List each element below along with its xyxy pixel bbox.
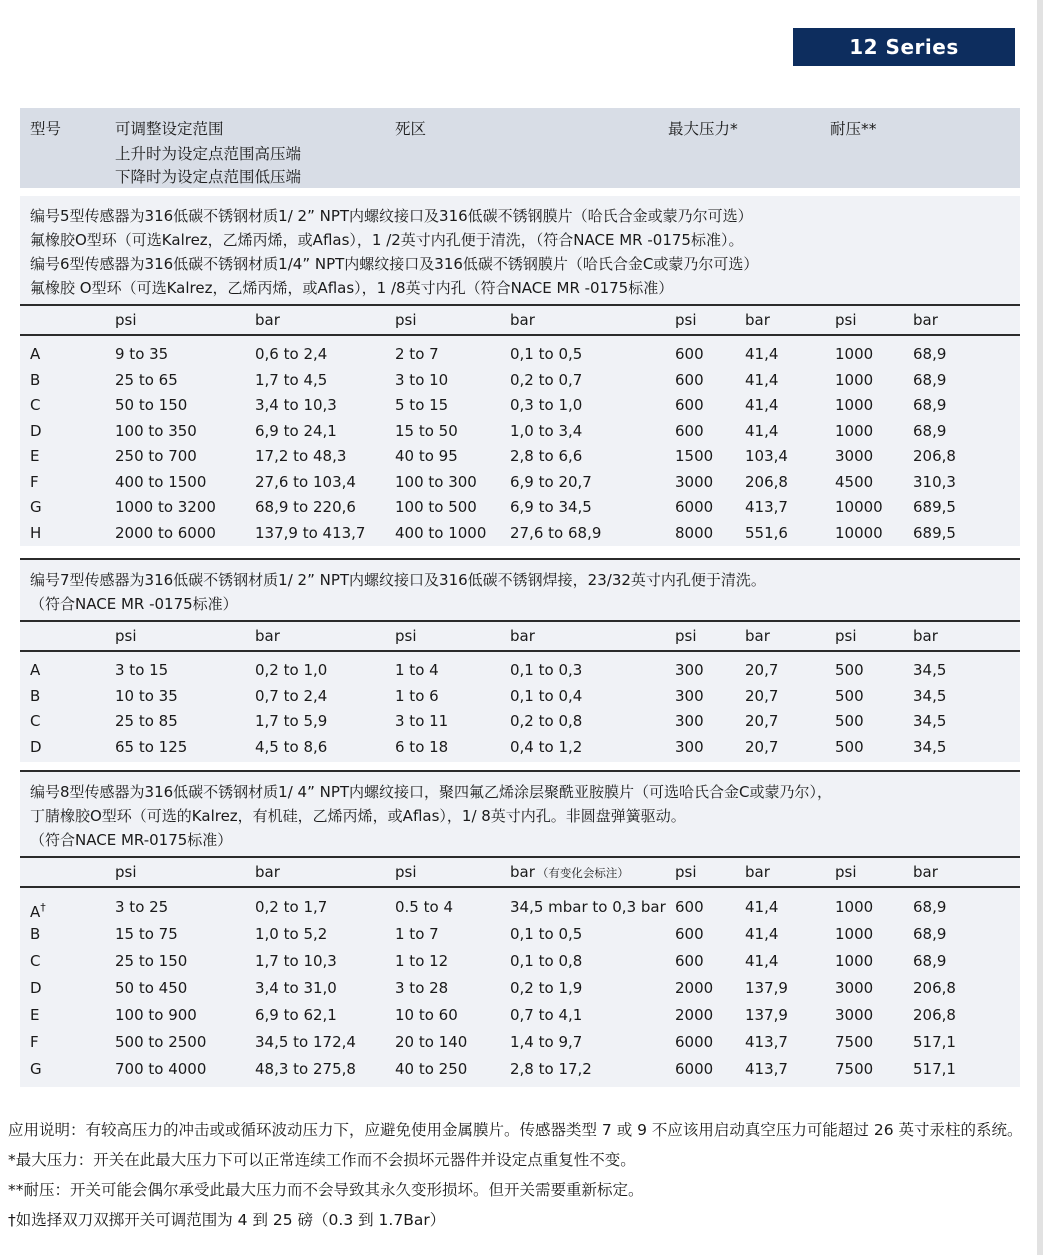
spec-value: 0,3 to 1,0 [510, 396, 583, 414]
spec-value: 3,4 to 10,3 [255, 396, 337, 414]
spec-value: 3 to 25 [115, 898, 169, 916]
model-code [30, 368, 115, 394]
footnote-line: †如选择双刀双掷开关可调范围为 4 到 25 磅（0.3 到 1.7Bar） [8, 1211, 446, 1229]
spec-value: 1000 [835, 421, 874, 440]
header-adjustable-range: 可调整设定范围 [115, 120, 224, 138]
unit-header-row [20, 622, 1020, 650]
unit-label: bar [745, 627, 770, 645]
unit-label: psi [115, 863, 137, 881]
spec-value: 6,9 to 20,7 [510, 472, 592, 491]
unit-label: psi [395, 863, 417, 881]
spec-value: 68,9 [913, 396, 947, 414]
spec-value: 1 to 7 [395, 925, 439, 943]
spec-value: 100 to 500 [395, 498, 477, 516]
model-code-letter: D [30, 737, 42, 756]
spec-value: 5 to 15 [395, 396, 449, 414]
unit-header-row [20, 306, 1020, 334]
spec-value: 1,4 to 9,7 [510, 1033, 583, 1051]
header-deadband: 死区 [395, 120, 427, 138]
header-max-pressure: 最大压力* [668, 120, 738, 138]
table-row [20, 342, 1020, 368]
spec-value: 551,6 [745, 523, 788, 542]
unit-label: bar [510, 863, 535, 881]
unit-label: bar [913, 627, 938, 645]
spec-value: 40 to 95 [395, 447, 458, 465]
spec-value: 1,7 to 5,9 [255, 712, 328, 730]
spec-value: 9 to 35 [115, 345, 169, 363]
table-row [20, 495, 1020, 521]
model-code [30, 658, 115, 684]
spec-value: 0,2 to 0,8 [510, 712, 583, 730]
model-code-letter: B [30, 686, 41, 705]
table-row [20, 393, 1020, 419]
unit-label: bar [255, 311, 280, 329]
spec-value: 10000 [835, 523, 883, 542]
section-description-line: 氟橡胶 O型环（可选Kalrez，乙烯丙烯，或Aflas），1 /8英寸内孔（符合NACE MR -0175标准） [30, 279, 674, 297]
spec-value: 1000 [835, 345, 874, 363]
spec-value: 100 to 900 [115, 1006, 197, 1024]
divider [20, 650, 1020, 652]
spec-value: 34,5 [913, 712, 947, 730]
model-code-letter: A [30, 661, 41, 679]
unit-label: bar [745, 311, 770, 329]
model-code [30, 419, 115, 445]
spec-value: 41,4 [745, 345, 779, 363]
table-rows [20, 342, 1020, 546]
spec-value: 41,4 [745, 421, 779, 440]
spec-value: 68,9 [913, 898, 947, 916]
unit-label: bar [913, 311, 938, 329]
model-code-letter: G [30, 498, 42, 516]
spec-value: 1 to 6 [395, 686, 439, 705]
spec-value: 25 to 65 [115, 370, 178, 389]
model-code-letter: C [30, 952, 41, 970]
spec-value: 0,2 to 1,7 [255, 898, 328, 916]
spec-value: 1500 [675, 447, 714, 465]
spec-value: 10 to 60 [395, 1006, 458, 1024]
table-row [20, 735, 1020, 761]
footnote-line: *最大压力：开关在此最大压力下可以正常连续工作而不会损坏元器件并设定点重复性不变。 [8, 1151, 636, 1169]
model-code-letter: H [30, 523, 42, 542]
spec-value: 4500 [835, 472, 874, 491]
spec-value: 68,9 to 220,6 [255, 498, 356, 516]
spec-value: 3 to 15 [115, 661, 169, 679]
table-row [20, 684, 1020, 710]
spec-value: 25 to 85 [115, 712, 178, 730]
spec-value: 40 to 250 [395, 1060, 468, 1078]
spec-value: 689,5 [913, 498, 956, 516]
unit-header [675, 311, 745, 329]
unit-header [510, 627, 675, 645]
spec-value: 20,7 [745, 661, 779, 679]
spec-value: 65 to 125 [115, 737, 188, 756]
series-banner [793, 28, 1015, 66]
spec-value: 0,2 to 1,9 [510, 979, 583, 997]
spec-value: 600 [675, 396, 704, 414]
unit-header [115, 627, 255, 645]
table-header-band [20, 108, 1020, 188]
spec-value: 500 [835, 737, 864, 756]
model-code [30, 393, 115, 419]
spec-value: 6,9 to 24,1 [255, 421, 337, 440]
spec-value: 0,1 to 0,4 [510, 686, 583, 705]
table-rows [20, 658, 1020, 760]
spec-value: 3000 [835, 447, 874, 465]
unit-label: psi [675, 311, 697, 329]
spec-value: 20,7 [745, 686, 779, 705]
spec-value: 3000 [675, 472, 714, 491]
spec-value: 41,4 [745, 925, 779, 943]
model-code-letter: D [30, 421, 42, 440]
spec-value: 3 to 11 [395, 712, 449, 730]
spec-value: 206,8 [745, 472, 788, 491]
model-code [30, 948, 115, 975]
table-row [20, 894, 1020, 921]
spec-value: 3000 [835, 1006, 874, 1024]
spec-value: 1000 [835, 370, 874, 389]
spec-value: 10000 [835, 498, 883, 516]
spec-value: 300 [675, 712, 704, 730]
spec-value: 6,9 to 62,1 [255, 1006, 337, 1024]
unit-label: bar [745, 863, 770, 881]
section-description [20, 204, 1020, 300]
model-code-letter: E [30, 447, 40, 465]
section-description-line: 编号8型传感器为316低碳不锈钢材质1/ 4” NPT内螺纹接口，聚四氟乙烯涂层聚酰亚胺膜片（可选哈氏合金C或蒙乃尔）， [30, 783, 833, 801]
table-row [20, 444, 1020, 470]
spec-value: 600 [675, 952, 704, 970]
spec-value: 6,9 to 34,5 [510, 498, 592, 516]
model-code [30, 1002, 115, 1029]
model-code [30, 709, 115, 735]
spec-value: 600 [675, 345, 704, 363]
model-code [30, 1056, 115, 1083]
unit-header [913, 863, 1020, 881]
model-code-letter: A [30, 345, 41, 363]
spec-value: 413,7 [745, 498, 788, 516]
footnote-line: **耐压：开关可能会偶尔承受此最大压力而不会导致其永久变形损坏。但开关需要重新标定。 [8, 1181, 644, 1199]
spec-value: 68,9 [913, 952, 947, 970]
unit-label: psi [835, 311, 857, 329]
unit-header [835, 311, 913, 329]
divider [20, 334, 1020, 336]
unit-label: psi [675, 863, 697, 881]
table-row [20, 368, 1020, 394]
unit-label: psi [115, 311, 137, 329]
spec-value: 68,9 [913, 370, 947, 389]
model-code [30, 1029, 115, 1056]
model-code-letter: G [30, 1060, 42, 1078]
unit-header [835, 627, 913, 645]
table-row [20, 419, 1020, 445]
model-code-letter: C [30, 712, 41, 730]
model-code-letter: F [30, 1033, 39, 1051]
spec-value: 8000 [675, 523, 714, 542]
section-description-line: 编号5型传感器为316低碳不锈钢材质1/ 2” NPT内螺纹接口及316低碳不锈钢膜片（哈氏合金或蒙乃尔可选） [30, 207, 753, 225]
spec-value: 2,8 to 6,6 [510, 447, 583, 465]
spec-value: 20 to 140 [395, 1033, 468, 1051]
spec-value: 310,3 [913, 472, 956, 491]
unit-header [745, 311, 835, 329]
spec-value: 0,1 to 0,8 [510, 952, 583, 970]
spec-value: 137,9 [745, 979, 788, 997]
unit-label: psi [675, 627, 697, 645]
spec-value: 10 to 35 [115, 686, 178, 705]
spec-value: 2,8 to 17,2 [510, 1060, 592, 1078]
spec-value: 1,7 to 10,3 [255, 952, 337, 970]
spec-value: 600 [675, 421, 704, 440]
spec-value: 1,7 to 4,5 [255, 370, 328, 389]
spec-value: 250 to 700 [115, 447, 197, 465]
spec-value: 517,1 [913, 1033, 956, 1051]
spec-value: 2000 to 6000 [115, 523, 216, 542]
unit-label: psi [835, 627, 857, 645]
spec-value: 206,8 [913, 1006, 956, 1024]
unit-label: bar [255, 863, 280, 881]
unit-label: bar [913, 863, 938, 881]
spec-value: 20,7 [745, 712, 779, 730]
spec-value: 6000 [675, 1033, 714, 1051]
spec-value: 50 to 450 [115, 979, 188, 997]
header-range-rising-note: 上升时为设定点范围高压端 [115, 145, 302, 163]
spec-value: 1,0 to 5,2 [255, 925, 328, 943]
model-code [30, 975, 115, 1002]
spec-value: 137,9 [745, 1006, 788, 1024]
unit-note: （有变化会标注） [536, 866, 629, 880]
table-row [20, 521, 1020, 547]
spec-value: 300 [675, 737, 704, 756]
unit-label: psi [395, 311, 417, 329]
unit-header [115, 863, 255, 881]
spec-value: 600 [675, 898, 704, 916]
spec-value: 27,6 to 68,9 [510, 523, 602, 542]
model-code [30, 444, 115, 470]
unit-label: bar [510, 311, 535, 329]
spec-value: 517,1 [913, 1060, 956, 1078]
section-description [20, 780, 1020, 852]
spec-value: 6000 [675, 498, 714, 516]
section-description-line: 编号7型传感器为316低碳不锈钢材质1/ 2” NPT内螺纹接口及316低碳不锈钢焊接，23/32英寸内孔便于清洗。 [30, 571, 766, 589]
spec-value: 41,4 [745, 898, 779, 916]
unit-header [255, 627, 395, 645]
spec-value: 68,9 [913, 421, 947, 440]
spec-value: 20,7 [745, 737, 779, 756]
table-row [20, 948, 1020, 975]
spec-value: 34,5 [913, 737, 947, 756]
unit-header [745, 627, 835, 645]
table-row [20, 658, 1020, 684]
spec-value: 0,6 to 2,4 [255, 345, 328, 363]
spec-value: 206,8 [913, 447, 956, 465]
header-proof-pressure: 耐压** [830, 120, 877, 138]
model-code-letter: F [30, 472, 39, 491]
spec-value: 1000 [835, 925, 874, 943]
unit-label: bar [510, 627, 535, 645]
section-description-line: （符合NACE MR-0175标准） [30, 831, 233, 849]
spec-value: 100 to 300 [395, 472, 477, 491]
spec-value: 0,7 to 2,4 [255, 686, 328, 705]
spec-value: 6 to 18 [395, 737, 449, 756]
divider [20, 886, 1020, 888]
model-code-letter: E [30, 1006, 40, 1024]
spec-value: 1000 [835, 898, 874, 916]
unit-header [395, 627, 510, 645]
model-code-letter: C [30, 396, 41, 414]
spec-value: 7500 [835, 1033, 874, 1051]
spec-value: 1 to 12 [395, 952, 449, 970]
spec-value: 41,4 [745, 370, 779, 389]
spec-value: 34,5 [913, 686, 947, 705]
sensor-spec-panel [20, 196, 1020, 546]
spec-value: 17,2 to 48,3 [255, 447, 347, 465]
spec-value: 500 [835, 686, 864, 705]
section-description-line: 编号6型传感器为316低碳不锈钢材质1/4” NPT内螺纹接口及316低碳不锈钢膜片（哈氏合金C或蒙乃尔可选） [30, 255, 759, 273]
unit-header [745, 863, 835, 881]
vertical-scrollbar[interactable] [1037, 0, 1043, 1255]
spec-value: 0,7 to 4,1 [510, 1006, 583, 1024]
spec-value: 400 to 1500 [115, 472, 207, 491]
unit-label: psi [395, 627, 417, 645]
table-row [20, 709, 1020, 735]
unit-header [115, 311, 255, 329]
unit-header [675, 627, 745, 645]
model-code-letter: D [30, 979, 42, 997]
spec-value: 15 to 75 [115, 925, 178, 943]
unit-header [510, 311, 675, 329]
model-code [30, 921, 115, 948]
spec-value: 0.5 to 4 [395, 898, 453, 916]
unit-label: bar [255, 627, 280, 645]
spec-value: 600 [675, 925, 704, 943]
model-code [30, 521, 115, 547]
spec-value: 3 to 10 [395, 370, 449, 389]
unit-header [510, 863, 675, 881]
spec-value: 206,8 [913, 979, 956, 997]
sensor-spec-panel [20, 770, 1020, 1087]
spec-value: 137,9 to 413,7 [255, 523, 366, 542]
spec-value: 2000 [675, 979, 714, 997]
spec-value: 100 to 350 [115, 421, 197, 440]
footnotes [8, 1119, 1036, 1232]
model-code [30, 735, 115, 761]
spec-value: 1000 [835, 952, 874, 970]
spec-value: 689,5 [913, 523, 956, 542]
spec-value: 413,7 [745, 1033, 788, 1051]
spec-value: 0,2 to 1,0 [255, 661, 328, 679]
spec-value: 25 to 150 [115, 952, 188, 970]
unit-header-row [20, 858, 1020, 886]
table-row [20, 470, 1020, 496]
spec-value: 3000 [835, 979, 874, 997]
spec-value: 68,9 [913, 345, 947, 363]
spec-value: 41,4 [745, 952, 779, 970]
table-rows [20, 894, 1020, 1083]
spec-value: 3,4 to 31,0 [255, 979, 337, 997]
model-code-letter: A [30, 903, 41, 921]
spec-value: 500 [835, 712, 864, 730]
spec-value: 500 [835, 661, 864, 679]
spec-value: 41,4 [745, 396, 779, 414]
sensor-spec-panel [20, 558, 1020, 762]
spec-value: 1000 [835, 396, 874, 414]
spec-value: 15 to 50 [395, 421, 458, 440]
spec-value: 0,2 to 0,7 [510, 370, 583, 389]
unit-header [255, 311, 395, 329]
table-row [20, 921, 1020, 948]
spec-value: 34,5 mbar to 0,3 bar [510, 898, 666, 916]
section-description [20, 568, 1020, 616]
table-row [20, 1029, 1020, 1056]
spec-value: 500 to 2500 [115, 1033, 207, 1051]
model-code [30, 342, 115, 368]
spec-value: 1 to 4 [395, 661, 439, 679]
model-code [30, 684, 115, 710]
spec-value: 68,9 [913, 925, 947, 943]
spec-value: 600 [675, 370, 704, 389]
spec-value: 300 [675, 686, 704, 705]
dagger-marker: † [40, 901, 46, 914]
spec-value: 0,1 to 0,3 [510, 661, 583, 679]
spec-value: 6000 [675, 1060, 714, 1078]
unit-header [255, 863, 395, 881]
spec-value: 50 to 150 [115, 396, 188, 414]
footnote-line: 应用说明：有较高压力的冲击或或循环波动压力下，应避免使用金属膜片。传感器类型 7 或 9 不应该用启动真空压力可能超过 26 英寸汞柱的系统。 [8, 1121, 1023, 1139]
spec-value: 300 [675, 661, 704, 679]
section-description-line: 氟橡胶O型环（可选Kalrez，乙烯丙烯，或Aflas），1 /2英寸内孔便于清洗，（符合NACE MR -0175标准）。 [30, 231, 744, 249]
table-row [20, 1002, 1020, 1029]
series-banner-label: 12 Series [849, 35, 959, 59]
spec-value: 2000 [675, 1006, 714, 1024]
model-code [30, 495, 115, 521]
model-code [30, 470, 115, 496]
header-model: 型号 [30, 120, 62, 138]
unit-header [835, 863, 913, 881]
spec-value: 48,3 to 275,8 [255, 1060, 356, 1078]
spec-value: 0,1 to 0,5 [510, 925, 583, 943]
unit-header [395, 863, 510, 881]
spec-value: 1000 to 3200 [115, 498, 216, 516]
unit-header [395, 311, 510, 329]
spec-value: 34,5 [913, 661, 947, 679]
spec-value: 7500 [835, 1060, 874, 1078]
unit-header [675, 863, 745, 881]
unit-header [913, 311, 1020, 329]
spec-value: 34,5 to 172,4 [255, 1033, 356, 1051]
spec-value: 0,1 to 0,5 [510, 345, 583, 363]
unit-label: psi [115, 627, 137, 645]
spec-value: 400 to 1000 [395, 523, 487, 542]
spec-value: 2 to 7 [395, 345, 439, 363]
unit-label: psi [835, 863, 857, 881]
spec-value: 413,7 [745, 1060, 788, 1078]
table-row [20, 1056, 1020, 1083]
unit-header [913, 627, 1020, 645]
spec-value: 103,4 [745, 447, 788, 465]
spec-value: 27,6 to 103,4 [255, 472, 356, 491]
section-description-line: 丁腈橡胶O型环（可选的Kalrez，有机硅，乙烯丙烯，或Aflas），1/ 8英寸内孔。非圆盘弹簧驱动。 [30, 807, 686, 825]
spec-value: 4,5 to 8,6 [255, 737, 328, 756]
header-range-falling-note: 下降时为设定点范围低压端 [115, 168, 302, 186]
spec-value: 700 to 4000 [115, 1060, 207, 1078]
model-code-letter: B [30, 370, 41, 389]
spec-value: 0,4 to 1,2 [510, 737, 583, 756]
section-description-line: （符合NACE MR -0175标准） [30, 595, 238, 613]
model-code-letter: B [30, 925, 41, 943]
spec-value: 1,0 to 3,4 [510, 421, 583, 440]
spec-value: 3 to 28 [395, 979, 449, 997]
table-row [20, 975, 1020, 1002]
